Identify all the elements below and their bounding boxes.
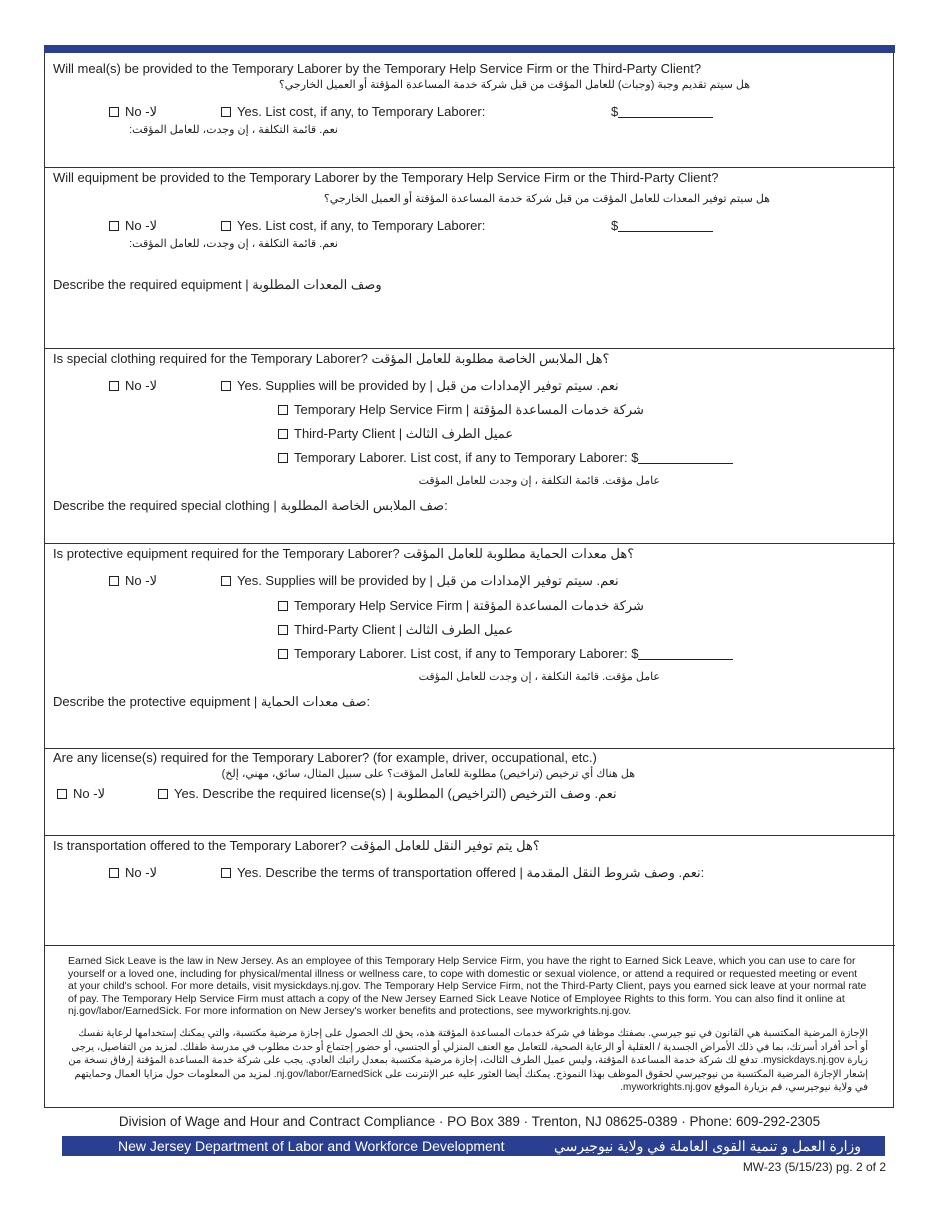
department-name: New Jersey Department of Labor and Workforce Development — [118, 1138, 505, 1154]
equipment-yes-ar: نعم. قائمة التكلفة ، إن وجدت، للعامل المؤقت: — [129, 238, 338, 250]
license-question: Are any license(s) required for the Temporary Laborer? (for example, driver, occupational, etc.) — [53, 750, 597, 765]
clothing-opt-firm[interactable]: Temporary Help Service Firm | شركة خدمات المساعدة المؤقتة — [278, 402, 644, 418]
meals-no-option[interactable]: No -لا — [109, 104, 157, 120]
checkbox[interactable] — [221, 381, 231, 391]
division-address: Division of Wage and Hour and Contract Compliance · PO Box 389 · Trenton, NJ 08625-0389 · Phone: 609-292-2305 — [118, 1114, 821, 1129]
divider — [44, 543, 895, 544]
divider — [44, 835, 895, 836]
checkbox[interactable] — [221, 107, 231, 117]
protective-yes-option[interactable]: Yes. Supplies will be provided by | نعم. سيتم توفير الإمدادات من قبل — [221, 573, 619, 589]
checkbox[interactable] — [278, 649, 288, 659]
checkbox[interactable] — [221, 576, 231, 586]
equipment-no-option[interactable]: No -لا — [109, 218, 157, 234]
divider — [44, 945, 895, 946]
checkbox[interactable] — [109, 107, 119, 117]
checkbox[interactable] — [109, 221, 119, 231]
clothing-opt-client[interactable]: Third-Party Client | عميل الطرف الثالث — [278, 426, 513, 442]
protective-no-option[interactable]: No -لا — [109, 573, 157, 589]
license-no-option[interactable]: No -لا — [57, 786, 105, 802]
equipment-describe-label: Describe the required equipment | وصف المعدات المطلوبة — [53, 277, 382, 292]
top-blue-bar — [44, 45, 895, 53]
department-name-ar: وزارة العمل و تنمية القوى العاملة في ولاية نيوجيرسي — [553, 1138, 861, 1154]
clothing-opt-laborer[interactable]: Temporary Laborer. List cost, if any to Temporary Laborer: $ — [278, 450, 733, 466]
department-banner — [62, 1136, 885, 1156]
sick-leave-notice: Earned Sick Leave is the law in New Jersey. As an employee of this Temporary Help Service Firm, you have the right to Earned Sick Leave, which you can use to care for yourself or a loved one, including for physical/mental illness or wellness care, to cope with domestic or sexual violence, or attend a required or requested meeting or event at your child's school. For more details, visit mysickdays.nj.gov. The Temporary Help Service Firm, not the Third-Party Client, pays you earned sick leave at your normal rate of pay. The Temporary Help Service Firm must attach a copy of the New Jersey Earned Sick Leave Notice of Employee Rights to this form. You can also find it online at nj.gov/labor/EarnedSick. For more information on New Jersey's worker benefits and protections, see myworkrights.nj.gov. — [68, 955, 867, 1017]
clothing-question: Is special clothing required for the Temporary Laborer? ؟هل الملابس الخاصة مطلوبة للعامل المؤقت — [53, 351, 610, 366]
clothing-yes-option[interactable]: Yes. Supplies will be provided by | نعم. سيتم توفير الإمدادات من قبل — [221, 378, 619, 394]
meals-yes-ar: نعم. قائمة التكلفة ، إن وجدت، للعامل المؤقت: — [129, 124, 338, 136]
protective-opt-laborer[interactable]: Temporary Laborer. List cost, if any to Temporary Laborer: $ — [278, 646, 733, 662]
checkbox[interactable] — [278, 453, 288, 463]
clothing-describe-label: Describe the required special clothing | صف الملابس الخاصة المطلوبة: — [53, 498, 448, 513]
protective-opt-client[interactable]: Third-Party Client | عميل الطرف الثالث — [278, 622, 513, 638]
meals-cost-field[interactable]: $ — [611, 104, 713, 120]
checkbox[interactable] — [278, 625, 288, 635]
protective-question: Is protective equipment required for the Temporary Laborer? ؟هل معدات الحماية مطلوبة للعامل المؤقت — [53, 546, 635, 561]
transport-yes-option[interactable]: Yes. Describe the terms of transportation offered | نعم. وصف شروط النقل المقدمة: — [221, 865, 704, 881]
checkbox[interactable] — [109, 576, 119, 586]
clothing-no-option[interactable]: No -لا — [109, 378, 157, 394]
license-question-ar: هل هناك أي ترخيص (تراخيص) مطلوبة للعامل المؤقت؟ على سبيل المثال، سائق، مهني، إلخ) — [221, 768, 635, 780]
equipment-question-ar: هل سيتم توفير المعدات للعامل المؤقت من قبل شركة خدمة المساعدة المؤقتة أو العميل الخارجي؟ — [323, 193, 770, 205]
protective-opt-firm[interactable]: Temporary Help Service Firm | شركة خدمات المساعدة المؤقتة — [278, 598, 644, 614]
checkbox[interactable] — [278, 429, 288, 439]
divider — [44, 348, 895, 349]
divider — [44, 167, 895, 168]
checkbox[interactable] — [221, 221, 231, 231]
clothing-opt-laborer-ar: عامل مؤقت. قائمة التكلفة ، إن وجدت للعامل المؤقت — [418, 475, 660, 487]
equipment-question: Will equipment be provided to the Temporary Laborer by the Temporary Help Service Firm or the Third-Party Client? — [53, 170, 719, 185]
transport-question: Is transportation offered to the Temporary Laborer? ؟هل يتم توفير النقل للعامل المؤقت — [53, 838, 540, 853]
protective-opt-laborer-ar: عامل مؤقت. قائمة التكلفة ، إن وجدت للعامل المؤقت — [418, 671, 660, 683]
meals-question: Will meal(s) be provided to the Temporary Laborer by the Temporary Help Service Firm or the Third-Party Client? — [53, 61, 702, 76]
equipment-cost-field[interactable]: $ — [611, 218, 713, 234]
meals-yes-option[interactable]: Yes. List cost, if any, to Temporary Laborer: — [221, 104, 485, 120]
checkbox[interactable] — [158, 789, 168, 799]
transport-no-option[interactable]: No -لا — [109, 865, 157, 881]
checkbox[interactable] — [221, 868, 231, 878]
checkbox[interactable] — [278, 601, 288, 611]
equipment-yes-option[interactable]: Yes. List cost, if any, to Temporary Laborer: — [221, 218, 485, 234]
divider — [44, 748, 895, 749]
license-yes-option[interactable]: Yes. Describe the required license(s) | نعم. وصف الترخيص (التراخيص) المطلوبة — [158, 786, 617, 802]
checkbox[interactable] — [109, 381, 119, 391]
sick-leave-notice-ar: الإجازة المرضية المكتسبة هي القانون في نيو جيرسي. بصفتك موظفا في شركة خدمات المساعدة المؤقتة هذه، يحق لك الحصول على إجازة مرضية مكتسبة، والتي يمكنك إستخدامها لرعاية نفسك أو أحد أفراد أسرتك، بما في ذلك الأمراض الجسدية / العقلية أو الرعاية الصحية، للتعامل مع العنف المنزلي أو الجنسي، أو حضور إجتماع أو حدث مطلوب في مدرسة طفلك. لمزيد من التفاصيل، يرجى زيارة mysickdays.nj.gov. تدفع لك شركة خدمة المساعدة المؤقتة، وليس عميل الطرف الثالث، إجازة مرضية مكتسبة بمعدل راتبك العادي. يجب على شركة خدمة المساعدة المؤقتة إرفاق نسخة من إشعار الإجازة المرضية المكتسبة من نيوجيرسي لحقوق الموظف بهذا النموذج. يمكنك أيضا العثور عليه عبر الإنترنت على nj.gov/labor/EarnedSick. لمزيد من المعلومات حول مزايا العمال وحمايتهم في ولاية نيوجيرسي، قم بزيارة الموقع myworkrights.nj.gov. — [68, 1028, 868, 1093]
checkbox[interactable] — [57, 789, 67, 799]
checkbox[interactable] — [109, 868, 119, 878]
checkbox[interactable] — [278, 405, 288, 415]
meals-question-ar: هل سيتم تقديم وجبة (وجبات) للعامل المؤقت من قبل شركة خدمة المساعدة المؤقتة أو العميل الخارجي؟ — [278, 79, 750, 91]
protective-describe-label: Describe the protective equipment | صف معدات الحماية: — [53, 694, 371, 709]
form-page-number: MW-23 (5/15/23) pg. 2 of 2 — [742, 1160, 886, 1174]
